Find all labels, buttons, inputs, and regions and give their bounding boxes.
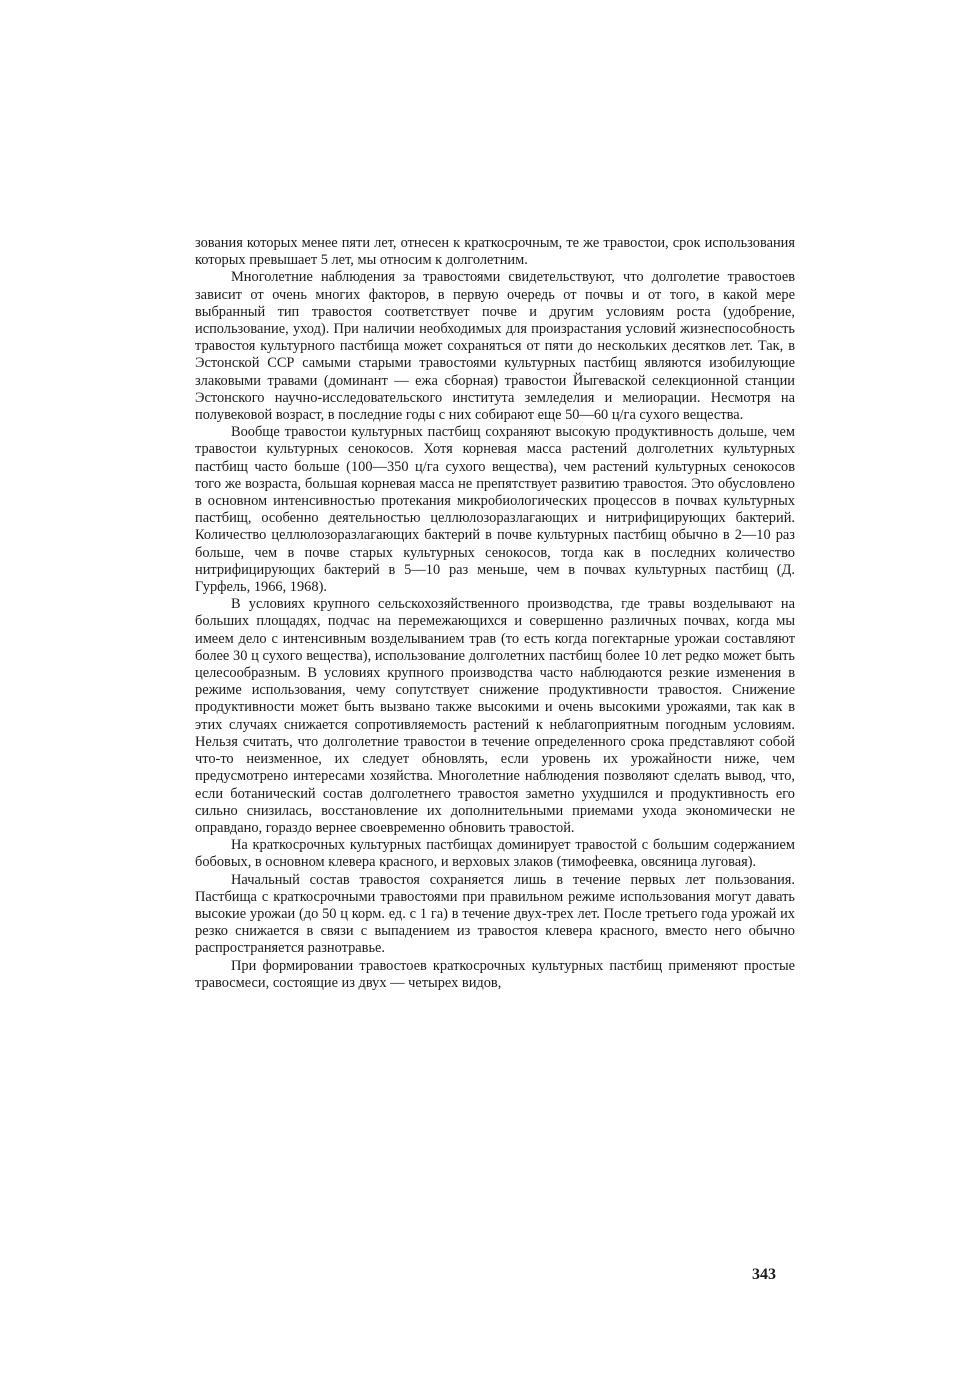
page-number: 343 (752, 1266, 776, 1283)
paragraph-7: При формировании травостоев краткосрочных культурных пастбищ применяют простые травосмеси, состоящие из двух — четырех видов, (195, 957, 795, 991)
paragraph-6: Начальный состав травостоя сохраняется лишь в течение первых лет пользования. Пастбища с краткосрочными травостоями при правильном режиме использования могут давать высокие урожаи (до 50 ц корм. ед. с 1 га) в течение двух-трех лет. После третьего года урожай их резко снижается в связи с выпадением из травостоя клевера красного, вместо него обычно распространяется разнотравье. (195, 871, 795, 957)
paragraph-3: Вообще травостои культурных пастбищ сохраняют высокую продуктивность дольше, чем травостои культурных сенокосов. Хотя корневая масса растений долголетних культурных пастбищ часто больше (100—350 ц/га сухого вещества), чем растений культурных сенокосов того же возраста, большая корневая масса не препятствует развитию травостоя. Это обусловлено в основном интенсивностью протекания микробиологических процессов в почвах культурных пастбищ, особенно деятельностью целлюлозоразлагающих и нитрифицирующих бактерий. Количество целлюлозоразлагающих бактерий в почве культурных пастбищ обычно в 2—10 раз больше, чем в почве старых культурных сенокосов, тогда как в последних количество нитрифицирующих бактерий в 5—10 раз меньше, чем в почвах культурных пастбищ (Д. Гурфель, 1966, 1968). (195, 424, 795, 596)
paragraph-2: Многолетние наблюдения за травостоями свидетельствуют, что долголетие травостоев зависит от очень многих факторов, в первую очередь от почвы и от того, в какой мере выбранный тип травостоя соответствует почве и другим условиям роста (удобрение, использование, уход). При наличии необходимых для произрастания условий жизнеспособность травостоя культурного пастбища может сохраняться от пяти до нескольких десятков лет. Так, в Эстонской ССР самыми старыми травостоями культурных пастбищ являются изобилующие злаковыми травами (доминант — ежа сборная) травостои Йыгеваской селекционной станции Эстонского научно-исследовательского института земледелия и мелиорации. Несмотря на полувековой возраст, в последние годы с них собирают еще 50—60 ц/га сухого вещества. (195, 269, 795, 424)
paragraph-1: зования которых менее пяти лет, отнесен к краткосрочным, те же травостои, срок использования которых превышает 5 лет, мы относим к долголетним. (195, 235, 795, 269)
paragraph-5: На краткосрочных культурных пастбищах доминирует травостой с большим содержанием бобовых, в основном клевера красного, и верховых злаков (тимофеевка, овсяница луговая). (195, 837, 795, 871)
paragraph-4: В условиях крупного сельскохозяйственного производства, где травы возделывают на больших площадях, подчас на перемежающихся и совершенно различных почвах, когда мы имеем дело с интенсивным возделыванием трав (то есть когда погектарные урожаи составляют более 30 ц сухого вещества), использование долголетних пастбищ более 10 лет редко может быть целесообразным. В условиях крупного производства часто наблюдаются резкие изменения в режиме использования, чему сопутствует снижение продуктивности травостоя. Снижение продуктивности может быть вызвано также высокими и очень высокими урожаями, так как в этих случаях снижается сопротивляемость растений к неблагоприятным погодным условиям. Нельзя считать, что долголетние травостои в течение определенного срока представляют собой что-то неизменное, их следует обновлять, если уровень их урожайности ниже, чем предусмотрено интересами хозяйства. Многолетние наблюдения позволяют сделать вывод, что, если ботанический состав долголетнего травостоя заметно ухудшился и продуктивность его сильно снизилась, восстановление их дополнительными приемами ухода экономически не оправдано, гораздо вернее своевременно обновить травостой. (195, 596, 795, 836)
body-text (195, 235, 795, 992)
